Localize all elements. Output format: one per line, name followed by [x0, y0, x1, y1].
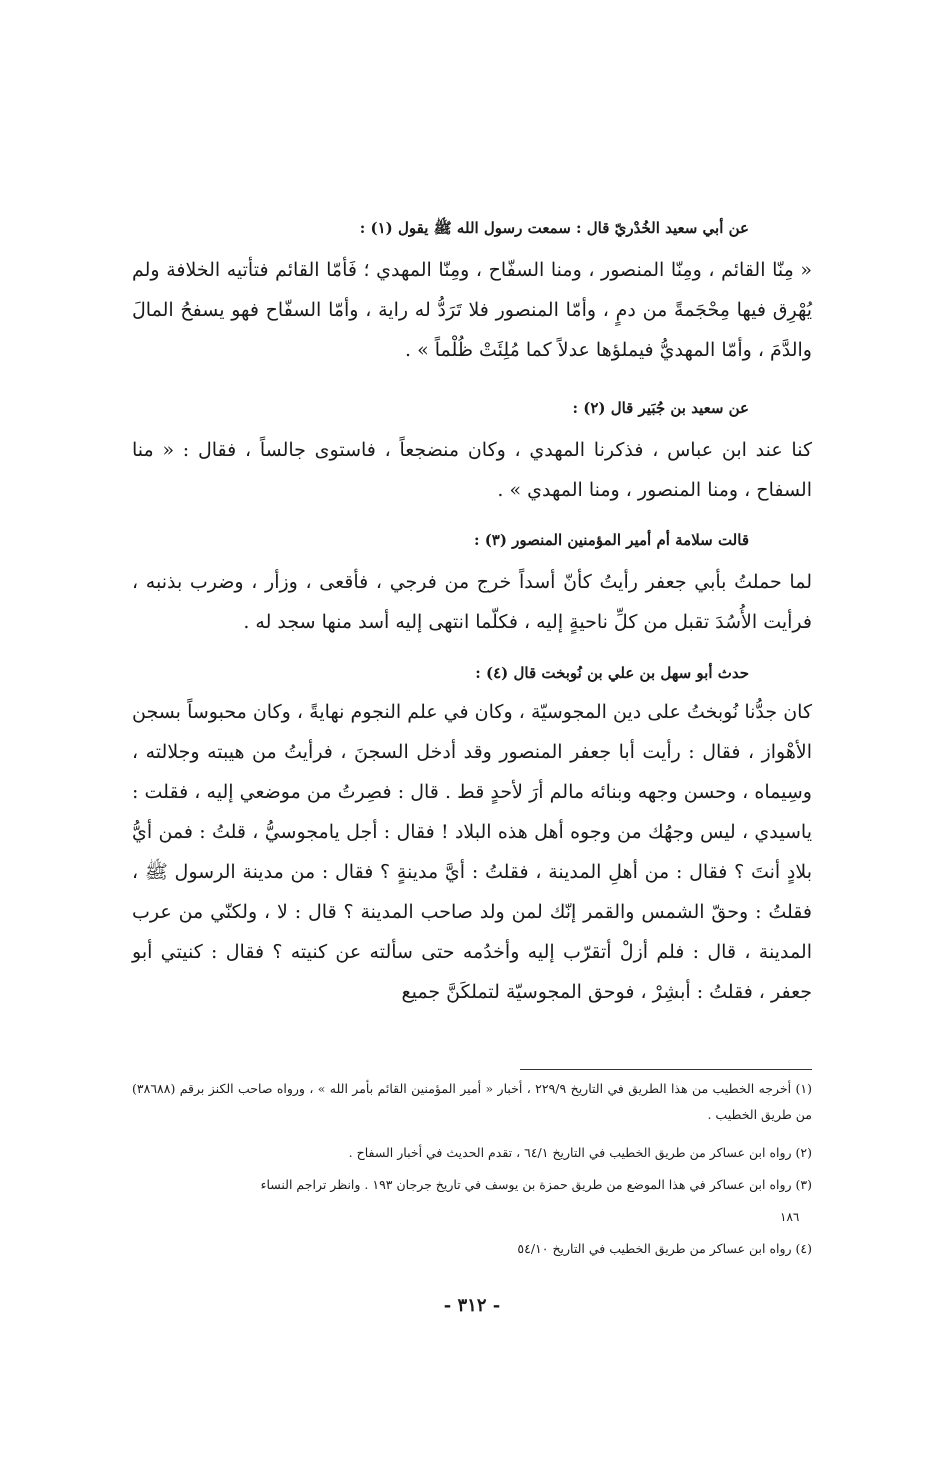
section-paragraph-4: كان جدُّنا نُوبختُ على دين المجوسيّة ، وكان في علم النجوم نهايةً ، وكان محبوساً بسجن الأهْواز ، فقال : رأيت أبا جعفر المنصور وقد أدخل السجنَ ، فرأيتُ من هيبته وجلالته ، وسِيماه ، وحسن وجهه وبنائه مالم أرَ لأحدٍ قط . قال : فصِرتُ من موضعي إليه ، فقلت : ياسيدي ، ليس وجهُك من وجوه أهل هذه البلاد ! فقال : أجل يامجوسيُّ ، قلتُ : فمن أيُّ بلادٍ أنتَ ؟ فقال : من أهلِ المدينة ، فقلتُ : أيَّ مدينةٍ ؟ فقال : من مدينة الرسول ﷺ ، فقلتُ : وحقّ الشمس والقمر إنّك لمن ولد صاحب المدينة ؟ قال : لا ، ولكنّي من عرب المدينة ، قال : فلم أزلْ أتقرّب إليه وأخدُمه حتى سألته عن كنيته ؟ فقال : كنيتي أبو جعفر ، فقلتُ : أبشِرْ ، فوحق المجوسيّة لتملكَنَّ جميع [132, 701, 812, 1003]
footnote-1: (١) أخرجه الخطيب من هذا الطريق في التاريخ ٢٢٩/٩ ، أخبار « أمير المؤمنين القائم بأمر الله » ، ورواه صاحب الكنز برقم (٣٨٦٨٨) من طريق الخطيب . [132, 1081, 812, 1122]
footnote-2: (٢) رواه ابن عساكر من طريق الخطيب في التاريخ ٦٤/١ ، تقدم الحديث في أخبار السفاح . [348, 1145, 812, 1160]
section-paragraph-1: « مِنّا القائم ، ومِنّا المنصور ، ومنا السفّاح ، ومِنّا المهدي ؛ فَأمّا القائم فتأتيه الخلافة ولم يُهْرِق فيها مِحْجَمةً من دمٍ ، وأمّا المنصور فلا تَرَدُّ له راية ، وأمّا السفّاح فهو يسفحُ المالَ والدَّمَ ، وأمّا المهديُّ فيملؤها عدلاً كما مُلِئَتْ ظُلْماً » . [132, 259, 812, 361]
section-header-3: قالت سلامة أم أمير المؤمنين المنصور (٣) : [473, 531, 749, 549]
footnote-4: (٤) رواه ابن عساكر من طريق الخطيب في التاريخ ٥٤/١٠ [517, 1241, 812, 1256]
footnote-side-number: ١٨٦ [780, 1210, 800, 1224]
page-number: - ٣١٢ - [443, 1295, 501, 1316]
section-header-1: عن أبي سعيد الخُدْريّ قال : سمعت رسول الله ﷺ يقول (١) : [359, 219, 749, 237]
section-paragraph-3: لما حملتُ بأبي جعفر رأيتُ كأنّ أسداً خرج من فرجي ، فأقعى ، وزأر ، وضرب بذنبه ، فرأيت الأُسُدَ تقبل من كلِّ ناحيةٍ إليه ، فكلّما انتهى إليه أسد منها سجد له . [132, 571, 812, 633]
section-header-4: حدث أبو سهل بن علي بن نُوبخت قال (٤) : [475, 664, 749, 682]
section-paragraph-2: كنا عند ابن عباس ، فذكرنا المهدي ، وكان منضجعاً ، فاستوى جالساً ، فقال : « منا السفاح ، ومنا المنصور ، ومنا المهدي » . [132, 439, 812, 501]
section-header-2: عن سعيد بن جُبَير قال (٢) : [572, 399, 749, 417]
footnote-3: (٣) رواه ابن عساكر في هذا الموضع من طريق حمزة بن يوسف في تاريخ جرجان ١٩٣ . وانظر تراجم النساء [260, 1177, 812, 1192]
footnote-separator [520, 1069, 812, 1070]
